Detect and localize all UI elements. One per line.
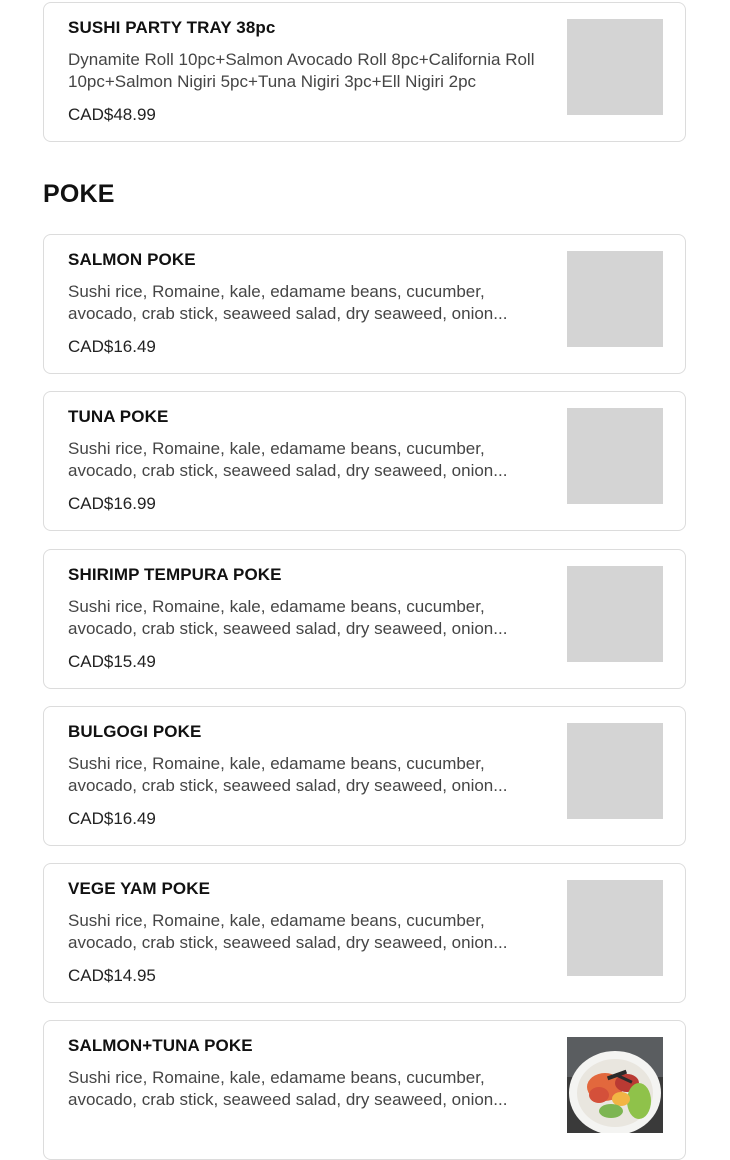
image-placeholder-icon	[567, 19, 663, 115]
menu-item-card[interactable]	[43, 863, 686, 1003]
menu-item-price: CAD$48.99	[68, 105, 156, 124]
menu-item-card[interactable]	[43, 706, 686, 846]
image-placeholder-icon	[567, 566, 663, 662]
menu-item-price: CAD$16.99	[68, 494, 156, 513]
menu-item-card[interactable]	[43, 391, 686, 531]
image-placeholder-icon	[567, 251, 663, 347]
menu-item-price: CAD$14.95	[68, 966, 156, 985]
menu-item-description: Sushi rice, Romaine, kale, edamame beans, cucumber, avocado, crab stick, seaweed salad, dry seaweed, onion...	[68, 911, 508, 952]
menu-item-description: Sushi rice, Romaine, kale, edamame beans, cucumber, avocado, crab stick, seaweed salad, dry seaweed, onion...	[68, 439, 508, 480]
menu-item-name: SUSHI PARTY TRAY 38pc	[68, 18, 276, 37]
menu-item-description: Sushi rice, Romaine, kale, edamame beans, cucumber, avocado, crab stick, seaweed salad, dry seaweed, onion...	[68, 282, 508, 323]
menu-item-name: TUNA POKE	[68, 407, 169, 426]
image-placeholder-icon	[567, 723, 663, 819]
menu-item-name: SALMON+TUNA POKE	[68, 1036, 253, 1055]
menu-item-description: Sushi rice, Romaine, kale, edamame beans, cucumber, avocado, crab stick, seaweed salad, dry seaweed, onion...	[68, 1068, 508, 1109]
menu-item-card[interactable]	[43, 1020, 686, 1160]
menu-item-name: BULGOGI POKE	[68, 722, 202, 741]
menu-item-card[interactable]	[43, 549, 686, 689]
menu-item-description: Sushi rice, Romaine, kale, edamame beans, cucumber, avocado, crab stick, seaweed salad, dry seaweed, onion...	[68, 597, 508, 638]
menu-item-price: CAD$15.49	[68, 652, 156, 671]
image-placeholder-icon	[567, 880, 663, 976]
menu-item-name: SALMON POKE	[68, 250, 196, 269]
menu-item-card[interactable]	[43, 2, 686, 142]
poke-bowl-photo-icon	[567, 1037, 663, 1133]
menu-item-description: Dynamite Roll 10pc+Salmon Avocado Roll 8pc+California Roll 10pc+Salmon Nigiri 5pc+Tuna Nigiri 3pc+Ell Nigiri 2pc	[68, 50, 535, 91]
section-title: POKE	[43, 180, 115, 208]
menu-item-card[interactable]	[43, 234, 686, 374]
menu-item-description: Sushi rice, Romaine, kale, edamame beans, cucumber, avocado, crab stick, seaweed salad, dry seaweed, onion...	[68, 754, 508, 795]
menu-item-name: SHIRIMP TEMPURA POKE	[68, 565, 282, 584]
menu-item-price: CAD$16.49	[68, 337, 156, 356]
menu-item-name: VEGE YAM POKE	[68, 879, 211, 898]
menu-item-price: CAD$16.49	[68, 809, 156, 828]
image-placeholder-icon	[567, 408, 663, 504]
